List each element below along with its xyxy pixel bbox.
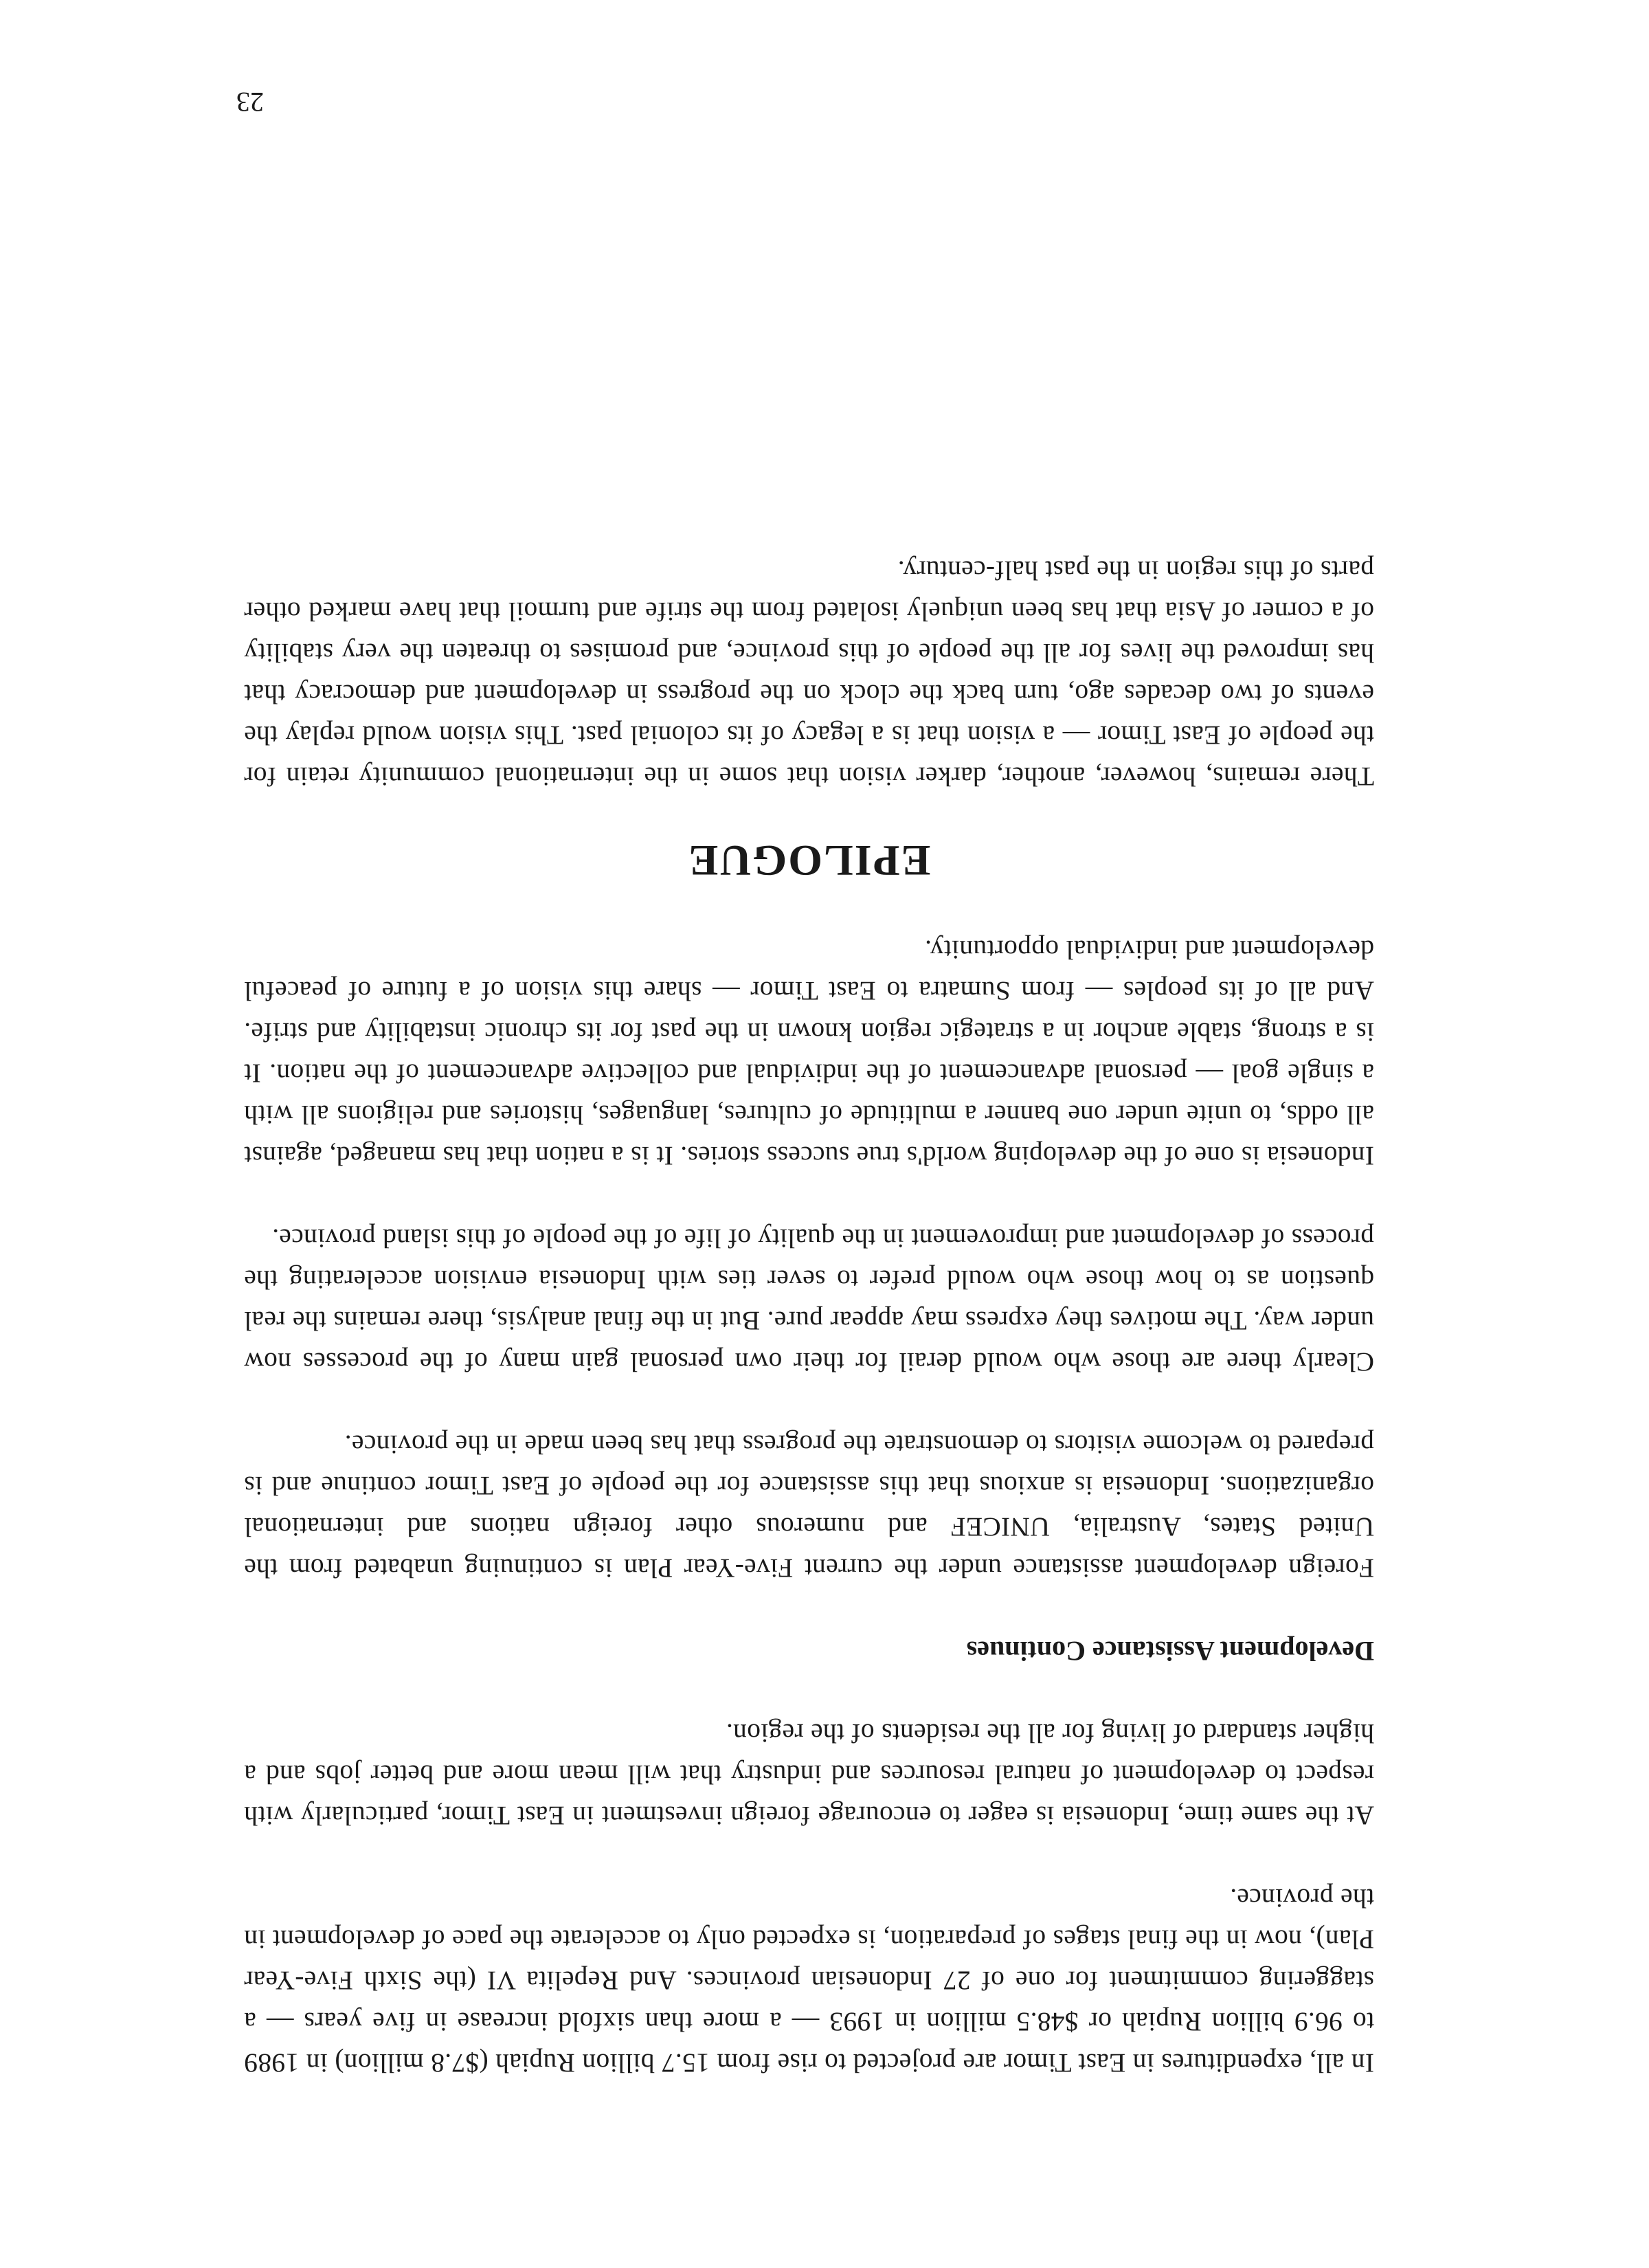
paragraph-derail: Clearly there are those who would derail for their own personal gain many of the processes now under way. The motives they express may appear pure. But in the final analysis, there remains the real question as to how those who would prefer to sever ties with Indonesia envision accelerating the process of development and improvement in the quality of life of the people of this island province. (244, 1223, 1374, 1377)
paragraph-epilogue: There remains, however, another, darker vision that some in the international community retain for the people of East Timor — a vision that is a legacy of its colonial past. This vision would replay the events of two decades ago, turn back the clock on the progress in development and democracy that has improved the lives for all the people of this province, and promises to threaten the very stability of a corner of Asia that has been uniquely isolated from the strife and turmoil that have marked other parts of this region in the past half-century. (244, 555, 1374, 792)
paragraph-expenditures: In all, expenditures in East Timor are projected to rise from 15.7 billion Rupiah ($7.8 million) in 1989 to 96.9 billion Rupiah or $48.5 million in 1993 — a more than sixfold increase in five years — a staggering commitment for one of 27 Indonesian provinces. And Repelita VI (the Sixth Five-Year Plan), now in the final stages of preparation, is expected only to accelerate the pace of development in the province. (244, 1883, 1374, 2078)
body-text (244, 509, 1374, 2084)
page-number: 23 (236, 87, 264, 118)
section-heading: Development Assistance Continues (966, 1636, 1374, 1667)
epilogue-heading: EPILOGUE (687, 836, 931, 885)
paragraph-success-story: Indonesia is one of the developing world's true success stories. It is a nation that has managed, against all odds, to unite under one banner a multitude of cultures, languages, histories and religions all with a single goal — personal advancement of the individual and collective advancement of the nation. It is a strong, stable anchor in a strategic region known in the past for its chronic instability and strife. And all of its peoples — from Sumatra to East Timor — share this vision of a future of peaceful development and individual opportunity. (244, 935, 1374, 1171)
paragraph-foreign-assistance: Foreign development assistance under the current Five-Year Plan is continuing unabated from the United States, Australia, UNICEF and numerous other foreign nations and international organizations. Indonesia is anxious that this assistance for the people of East Timor continue and is prepared to welcome visitors to demonstrate the progress that has been made in the province. (244, 1430, 1374, 1583)
paragraph-foreign-investment: At the same time, Indonesia is eager to encourage foreign investment in East Timor, particularly with respect to development of natural resources and industry that will mean more and better jobs and a higher standard of living for all the residents of the region. (244, 1718, 1374, 1831)
